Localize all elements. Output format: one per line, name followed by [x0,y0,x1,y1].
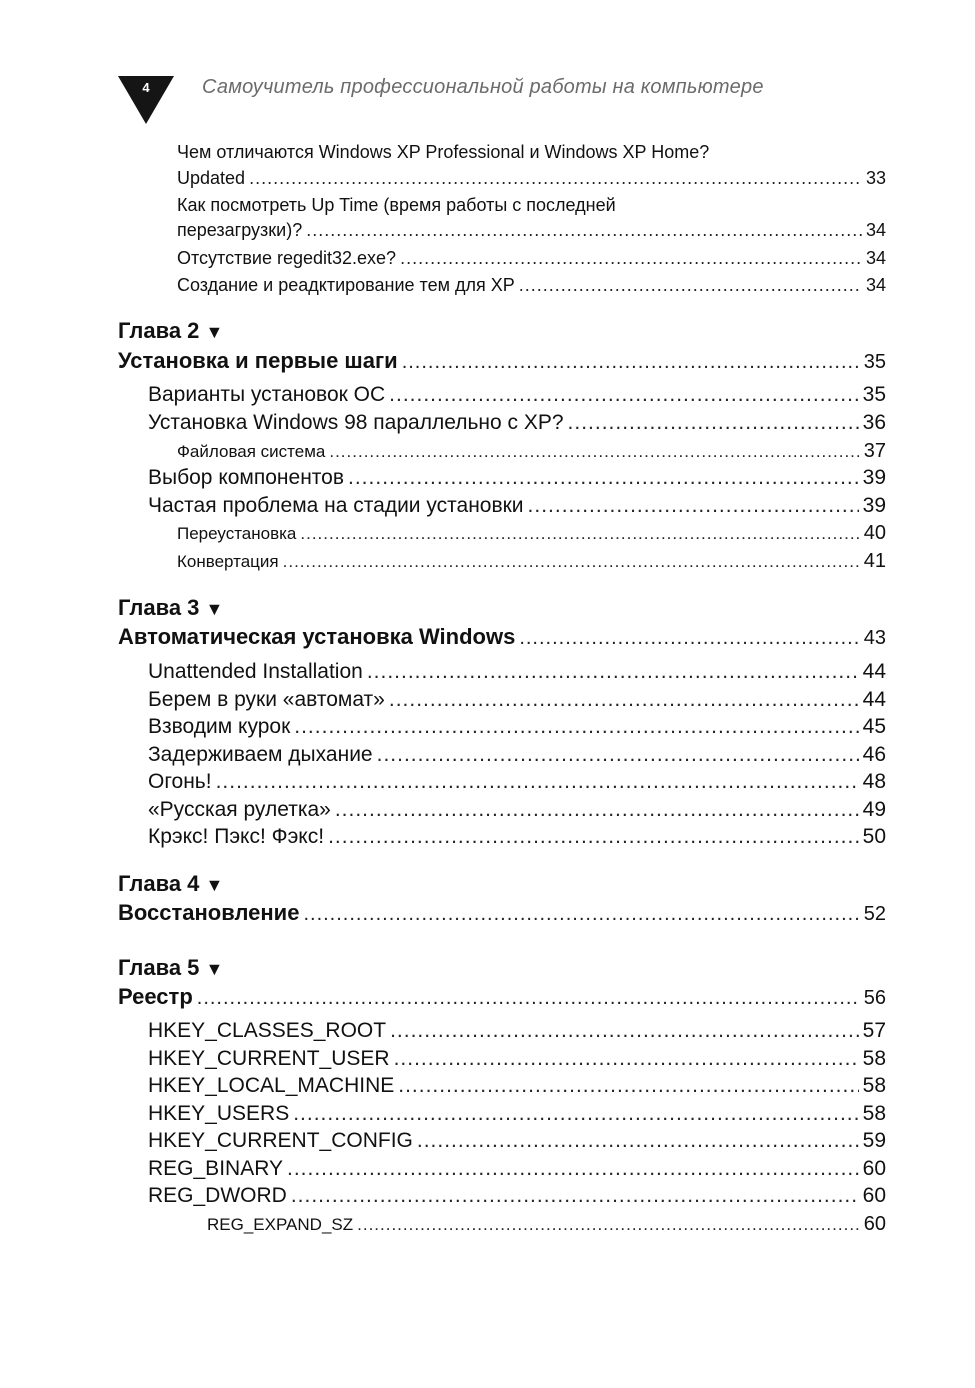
toc-page-number: 58 [862,1102,886,1125]
down-triangle-icon: ▼ [205,599,224,619]
dot-leader [389,688,859,712]
toc-page-number: 41 [863,550,886,572]
chapter-title-row[interactable] [118,625,886,650]
toc-page-number: 34 [865,275,886,295]
toc-entry-title: Частая проблема на стадии установки [148,494,524,517]
toc-page-number: 60 [862,1157,886,1180]
toc-page-number: 35 [863,351,886,373]
toc-entry-title: Unattended Installation [148,660,363,683]
toc-entry-title: Огонь! [148,770,212,793]
dot-leader [294,715,858,739]
dot-leader [390,1019,859,1043]
dot-leader [303,902,859,926]
toc-entry[interactable] [148,1047,886,1071]
toc-page-number: 60 [863,1213,886,1235]
dot-leader [402,350,860,374]
dot-leader [348,466,859,490]
toc-page-number: 34 [865,248,886,268]
dot-leader [328,825,859,849]
toc-entry[interactable] [148,466,886,490]
page-header [0,0,975,140]
toc-entry-title: Отсутствие regedit32.exe? [177,248,397,268]
dot-leader [249,166,862,190]
toc-entry-title: Updated [177,168,246,188]
dot-leader [519,626,859,650]
toc-page-number: 59 [862,1129,886,1152]
toc-entry[interactable] [177,273,886,297]
dot-leader [528,494,859,518]
toc-entry-title: Создание и реадктирование тем для XP [177,275,515,295]
toc-entry[interactable] [177,166,886,190]
dot-leader [389,383,858,407]
toc-page-number: 60 [862,1184,886,1207]
toc-entry-line: Как посмотреть Up Time (время работы с последней [177,195,616,215]
toc-page-number: 49 [862,798,886,821]
toc-entry[interactable] [207,1212,886,1237]
toc-entry[interactable] [177,218,886,242]
chapter-number: Глава 3 [118,595,200,620]
toc-entry[interactable] [148,411,886,435]
toc-entry-title: HKEY_CURRENT_USER [148,1047,390,1070]
running-title: Самоучитель профессиональной работы на компьютере [202,76,764,98]
toc-page-number: 52 [863,903,886,925]
chapter-title-row[interactable] [118,985,886,1010]
toc-entry-title: Взводим курок [148,715,291,738]
chapter-title-row[interactable] [118,349,886,374]
toc-entry-title: REG_DWORD [148,1184,287,1207]
dot-leader [287,1157,859,1181]
chapter-title: Установка и первые шаги [118,348,398,373]
toc-entry-title: Берем в руки «автомат» [148,688,385,711]
toc-entry[interactable] [148,1184,886,1208]
toc-page-number: 46 [862,743,886,766]
chapter-number: Глава 5 [118,955,200,980]
toc-entry[interactable] [148,715,886,739]
chapter-title: Восстановление [118,900,300,925]
toc-entry[interactable] [177,246,886,270]
chapter-number: Глава 2 [118,318,200,343]
dot-leader [335,798,859,822]
dot-leader [398,1074,858,1098]
chapter-label [118,595,223,622]
toc-entry[interactable] [148,688,886,712]
page-number: 4 [142,80,150,95]
toc-page-number: 34 [865,220,886,240]
toc-page-number: 58 [862,1047,886,1070]
chapter-title-row[interactable] [118,901,886,926]
toc-entry-title: «Русская рулетка» [148,798,331,821]
chapter-title: Реестр [118,984,193,1009]
down-triangle-icon: ▼ [205,959,224,979]
toc-page-number: 45 [862,715,886,738]
chapter-number: Глава 4 [118,871,200,896]
toc-entry-title: Варианты установок ОС [148,383,386,406]
toc-entry[interactable] [148,770,886,794]
toc-entry-title: Установка Windows 98 параллельно с XP? [148,411,564,434]
chapter-label [118,955,223,982]
toc-entry[interactable] [177,549,886,574]
toc-entry[interactable] [148,1129,886,1153]
toc-entry-title: перезагрузки)? [177,220,303,240]
toc-page-number: 58 [862,1074,886,1097]
dot-leader [291,1184,859,1208]
dot-leader [377,743,859,767]
toc-entry-title: HKEY_USERS [148,1102,290,1125]
toc-entry[interactable] [148,494,886,518]
toc-entry-title: HKEY_LOCAL_MACHINE [148,1074,395,1097]
dot-leader [519,273,862,297]
dot-leader [400,246,862,270]
toc-page-number: 50 [862,825,886,848]
dot-leader [293,1102,858,1126]
toc-entry-title: Выбор компонентов [148,466,345,489]
dot-leader [417,1129,859,1153]
dot-leader [300,522,859,546]
toc-entry-title: Конвертация [177,552,279,571]
toc-page-number: 44 [862,660,886,683]
chapter-label [118,318,223,345]
toc-entry-title: REG_EXPAND_SZ [207,1215,354,1234]
toc-entry-title: Крэкс! Пэкс! Фэкс! [148,825,325,848]
toc-entry[interactable] [148,743,886,767]
down-triangle-icon: ▼ [205,875,224,895]
toc-entry[interactable] [148,1157,886,1181]
toc-entry[interactable] [148,1074,886,1098]
toc-entry-title: Задерживаем дыхание [148,743,373,766]
toc-entry-line: Чем отличаются Windows XP Professional и Windows XP Home? [177,142,710,162]
dot-leader [568,411,859,435]
toc-page-number: 44 [862,688,886,711]
toc-page-number: 43 [863,627,886,649]
dot-leader [329,440,859,464]
chapter-title: Автоматическая установка Windows [118,624,516,649]
toc-entry[interactable] [148,1102,886,1126]
dot-leader [357,1213,860,1237]
toc-entry[interactable] [148,383,886,407]
toc-entry[interactable] [177,521,886,546]
toc-entry[interactable] [148,798,886,822]
dot-leader [394,1047,859,1071]
toc-page-number: 36 [862,411,886,434]
toc-entry[interactable] [148,660,886,684]
toc-entry-title: Файловая система [177,442,326,461]
toc-entry-title: REG_BINARY [148,1157,283,1180]
toc-entry[interactable] [177,439,886,464]
dot-leader [283,550,860,574]
toc-entry-title: HKEY_CLASSES_ROOT [148,1019,387,1042]
toc-entry-title: HKEY_CURRENT_CONFIG [148,1129,413,1152]
dot-leader [306,218,862,242]
toc-entry[interactable] [148,1019,886,1043]
toc-entry-title: Переустановка [177,524,297,543]
toc-page-number: 56 [863,987,886,1009]
chapter-label [118,871,223,898]
toc-page-number: 37 [863,440,886,462]
toc-page-number: 33 [865,168,886,188]
toc-entry[interactable] [148,825,886,849]
toc-page-number: 39 [862,466,886,489]
dot-leader [367,660,859,684]
dot-leader [216,770,859,794]
dot-leader [197,986,860,1010]
toc-page-number: 48 [862,770,886,793]
toc-page-number: 40 [863,522,886,544]
toc-page-number: 57 [862,1019,886,1042]
down-triangle-icon: ▼ [205,322,224,342]
toc-page-number: 39 [862,494,886,517]
toc-page-number: 35 [862,383,886,406]
